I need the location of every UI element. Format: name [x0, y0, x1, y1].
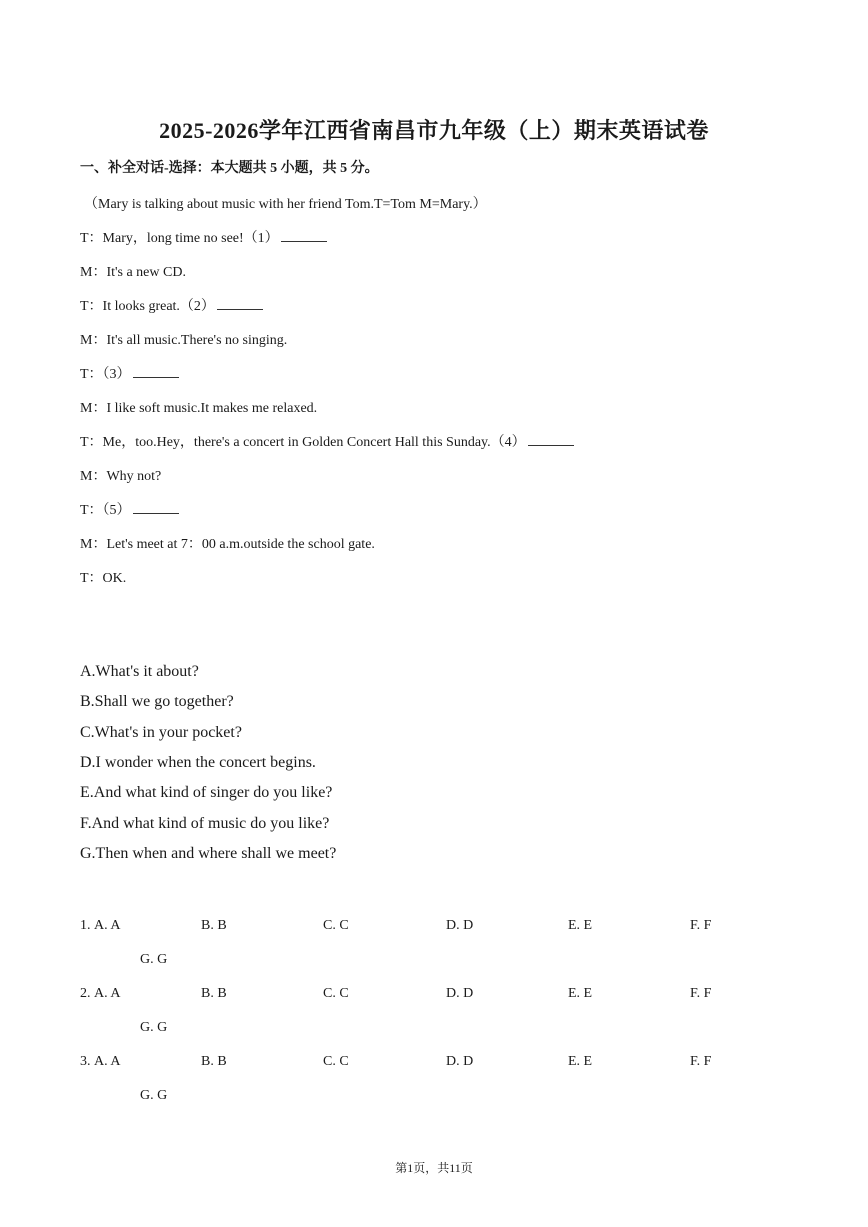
answer-choice[interactable]: D. D — [446, 918, 474, 933]
answer-choice[interactable]: B. B — [201, 918, 227, 933]
answer-choice[interactable]: A. A — [94, 986, 121, 1001]
option-item: A.What's it about? — [80, 663, 199, 680]
answer-choice[interactable]: B. B — [201, 1054, 227, 1069]
dialog-line-text: M：Why not? — [80, 469, 162, 484]
option-item: G.Then when and where shall we meet? — [80, 844, 337, 862]
answer-choice[interactable]: D. D — [446, 986, 474, 1001]
answer-choice[interactable]: F. F — [690, 918, 712, 933]
answer-blank — [281, 229, 327, 242]
dialog-line — [80, 431, 574, 451]
question-number: 3. — [80, 1054, 91, 1069]
answer-choice[interactable]: G. G — [140, 1020, 168, 1035]
dialog-line — [80, 533, 375, 553]
page-title: 2025-2026学年江西省南昌市九年级（上）期末英语试卷 — [159, 118, 709, 143]
dialog-line-text: M：I like soft music.It makes me relaxed. — [80, 401, 318, 416]
answer-choice[interactable]: F. F — [690, 1054, 712, 1069]
answer-choice[interactable]: D. D — [446, 1054, 474, 1069]
answer-choice[interactable]: E. E — [568, 1054, 593, 1069]
answer-choice[interactable]: E. E — [568, 986, 593, 1001]
dialog-line-text: M：Let's meet at 7：00 a.m.outside the school gate. — [80, 537, 375, 552]
answer-choice[interactable]: E. E — [568, 918, 593, 933]
dialog-line-text: M：It's all music.There's no singing. — [80, 333, 288, 348]
dialog-line-text: T：（3） — [80, 367, 131, 382]
dialog-line-text: T：OK. — [80, 571, 127, 586]
dialog-line — [80, 499, 179, 519]
answer-choice[interactable]: A. A — [94, 918, 121, 933]
dialog-intro: （Mary is talking about music with her friend Tom.T=Tom M=Mary.） — [84, 197, 487, 212]
option-item: D.I wonder when the concert begins. — [80, 753, 316, 771]
answer-choice[interactable]: F. F — [690, 986, 712, 1001]
dialog-line — [80, 465, 161, 485]
answer-blank — [528, 433, 574, 446]
dialog-line — [80, 261, 186, 281]
dialog-line — [80, 363, 179, 383]
answer-choice[interactable]: G. G — [140, 1088, 168, 1103]
question-number: 2. — [80, 986, 91, 1001]
page-footer: 第1页，共11页 — [395, 1161, 473, 1175]
answer-choice[interactable]: C. C — [323, 986, 349, 1001]
option-item: B.Shall we go together? — [80, 693, 234, 711]
dialog-line — [80, 397, 317, 417]
dialog-line-text: M：It's a new CD. — [80, 265, 186, 280]
answer-choice[interactable]: C. C — [323, 1054, 349, 1069]
answer-blank — [133, 365, 179, 378]
dialog-line-text: T：Me，too.Hey，there's a concert in Golden Concert Hall this Sunday.（4） — [80, 435, 526, 450]
section-heading: 一、补全对话-选择：本大题共 5 小题，共 5 分。 — [80, 161, 379, 176]
dialog-line — [80, 329, 287, 349]
dialog-line-text: T：It looks great.（2） — [80, 299, 215, 314]
option-item: F.And what kind of music do you like? — [80, 814, 330, 832]
option-item: C.What's in your pocket? — [80, 723, 242, 741]
dialog-line — [80, 295, 263, 315]
dialog-line — [80, 567, 126, 587]
dialog-line-text: T：（5） — [80, 503, 131, 518]
dialog-line — [80, 227, 327, 247]
answer-blank — [217, 297, 263, 310]
option-item: E.And what kind of singer do you like? — [80, 784, 333, 802]
answer-choice[interactable]: B. B — [201, 986, 227, 1001]
answer-choice[interactable]: G. G — [140, 952, 168, 967]
question-number: 1. — [80, 918, 91, 933]
answer-choice[interactable]: C. C — [323, 918, 349, 933]
dialog-line-text: T：Mary，long time no see!（1） — [80, 231, 279, 246]
answer-choice[interactable]: A. A — [94, 1054, 121, 1069]
answer-blank — [133, 501, 179, 514]
